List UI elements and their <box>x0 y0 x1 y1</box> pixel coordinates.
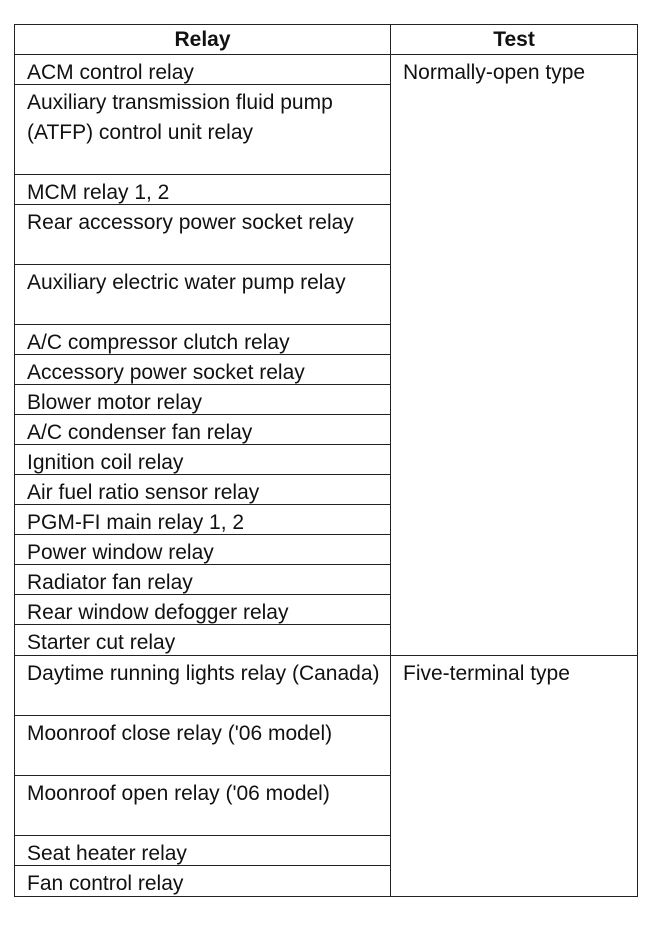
relay-cell: Auxiliary electric water pump relay <box>15 265 390 325</box>
relay-cell: Seat heater relay <box>15 836 390 866</box>
relay-cell: Power window relay <box>15 535 390 565</box>
relay-cell: Auxiliary transmission fluid pump (ATFP) control unit relay <box>15 85 390 175</box>
relay-cell: Accessory power socket relay <box>15 355 390 385</box>
relay-cell: Rear window defogger relay <box>15 595 390 625</box>
relay-cell: A/C condenser fan relay <box>15 415 390 445</box>
header-relay: Relay <box>15 25 391 55</box>
relay-group-five-terminal <box>15 656 391 896</box>
relay-cell: Blower motor relay <box>15 385 390 415</box>
relay-cell: Daytime running lights relay (Canada) <box>15 656 390 716</box>
relay-cell: Air fuel ratio sensor relay <box>15 475 390 505</box>
relay-cell: Rear accessory power socket relay <box>15 205 390 265</box>
relay-cell: Ignition coil relay <box>15 445 390 475</box>
test-cell-normally-open: Normally-open type <box>391 55 637 656</box>
relay-cell: Moonroof open relay ('06 model) <box>15 776 390 836</box>
relay-cell: MCM relay 1, 2 <box>15 175 390 205</box>
relay-cell: Moonroof close relay ('06 model) <box>15 716 390 776</box>
relay-test-table <box>14 24 638 897</box>
relay-cell: A/C compressor clutch relay <box>15 325 390 355</box>
relay-cell: Radiator fan relay <box>15 565 390 595</box>
test-cell-five-terminal: Five-terminal type <box>403 662 570 685</box>
relay-cell: Fan control relay <box>27 872 184 895</box>
relay-group-normally-open <box>15 55 391 656</box>
relay-cell: Starter cut relay <box>27 631 176 654</box>
relay-cell: ACM control relay <box>15 55 390 85</box>
relay-cell: PGM-FI main relay 1, 2 <box>15 505 390 535</box>
header-test: Test <box>391 25 637 55</box>
